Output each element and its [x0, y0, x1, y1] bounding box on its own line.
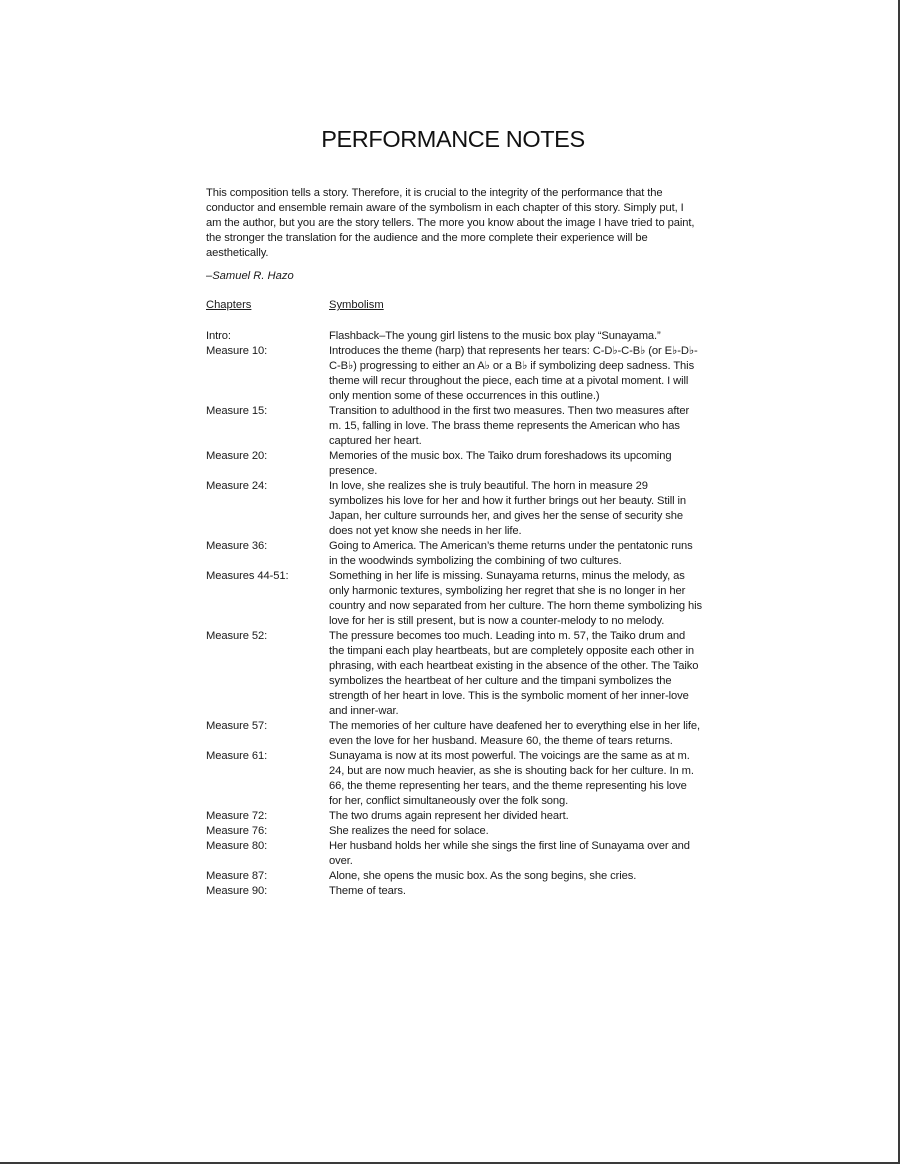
chapter-label: Measure 57:: [206, 720, 268, 732]
chapter-symbolism: The two drums again represent her divided heart.: [329, 810, 569, 822]
chapter-symbolism: Transition to adulthood in the first two measures. Then two measures after m. 15, falling in love. The brass theme represents the American who has captured her heart.: [329, 405, 690, 447]
chapter-label: Measure 52:: [206, 630, 268, 642]
page-title: PERFORMANCE NOTES: [321, 126, 585, 152]
chapter-symbolism: The pressure becomes too much. Leading into m. 57, the Taiko drum and the timpani each play heartbeats, but are completely opposite each other in phrasing, with each heartbeat existing in the absence of the other. The Taiko symbolizes the heartbeat of her culture and the timpani symbolizes the strength of her heart in love. This is the symbolic moment of her inner-love and inner-war.: [329, 630, 699, 717]
chapter-row: [206, 344, 702, 404]
chapter-label: Measure 76:: [206, 825, 268, 837]
chapter-label: Measure 80:: [206, 840, 268, 852]
chapter-list: [206, 329, 702, 899]
chapter-symbolism: In love, she realizes she is truly beautiful. The horn in measure 29 symbolizes his love for her and how it further brings out her beauty. Still in Japan, her culture surrounds her, and gives her the sense of security she does not yet know she needs in her life.: [329, 480, 687, 537]
chapter-symbolism: She realizes the need for solace.: [329, 825, 489, 837]
chapter-label: Measure 20:: [206, 450, 268, 462]
chapter-label: Measure 10:: [206, 345, 268, 357]
chapter-row: [206, 404, 702, 449]
chapter-symbolism: Memories of the music box. The Taiko drum foreshadows its upcoming presence.: [329, 450, 672, 477]
chapter-symbolism: Introduces the theme (harp) that represents her tears: C-D♭-C-B♭ (or E♭-D♭-C-B♭) progressing to either an A♭ or a B♭ if symbolizing deep sadness. This theme will recur throughout the piece, each time at a pivotal moment. I will only mention some of these occurrences in this outline.): [329, 345, 698, 402]
chapter-row: [206, 479, 702, 539]
chapter-row: [206, 629, 702, 719]
symbolism-header: Symbolism: [329, 299, 384, 311]
chapter-row: [206, 824, 702, 839]
chapter-row: [206, 449, 702, 479]
chapter-row: [206, 539, 702, 569]
author-signature: –Samuel R. Hazo: [206, 270, 294, 282]
chapter-label: Measure 90:: [206, 885, 268, 897]
chapter-label: Measure 72:: [206, 810, 268, 822]
chapter-label: Measure 15:: [206, 405, 268, 417]
chapter-label: Measures 44-51:: [206, 570, 289, 582]
chapter-label: Intro:: [206, 330, 231, 342]
chapter-symbolism: Something in her life is missing. Sunayama returns, minus the melody, as only harmonic textures, symbolizing her regret that she is no longer in her country and now separated from her culture. The horn theme symbolizing his love for her is still present, but is now a counter-melody to no melody.: [329, 570, 702, 627]
chapter-row: [206, 884, 702, 899]
chapter-row: [206, 569, 702, 629]
chapter-row: [206, 719, 702, 749]
chapter-symbolism: Sunayama is now at its most powerful. The voicings are the same as at m. 24, but are now much heavier, as she is shouting back for her culture. In m. 66, the theme representing her tears, and the theme representing his love for her, conflict simultaneously over the folk song.: [329, 750, 694, 807]
chapter-row: [206, 809, 702, 824]
chapter-label: Measure 36:: [206, 540, 268, 552]
chapter-symbolism: Her husband holds her while she sings the first line of Sunayama over and over.: [329, 840, 690, 867]
chapter-symbolism: Theme of tears.: [329, 885, 406, 897]
chapter-symbolism: Alone, she opens the music box. As the song begins, she cries.: [329, 870, 637, 882]
intro-paragraph: This composition tells a story. Therefore, it is crucial to the integrity of the performance that the conductor and ensemble remain aware of the symbolism in each chapter of this story. Simply put, I am the author, but you are the story tellers. The more you know about the image I have tried to paint, the stronger the translation for the audience and the more complete their experience will be aesthetically.: [206, 187, 695, 259]
chapter-symbolism: The memories of her culture have deafened her to everything else in her life, even the love for her husband. Measure 60, the theme of tears returns.: [329, 720, 701, 747]
chapter-row: [206, 329, 702, 344]
chapter-label: Measure 24:: [206, 480, 268, 492]
chapter-label: Measure 87:: [206, 870, 268, 882]
chapter-row: [206, 839, 702, 869]
chapter-row: [206, 749, 702, 809]
chapter-symbolism: Flashback–The young girl listens to the music box play “Sunayama.”: [329, 330, 661, 342]
chapters-header: Chapters: [206, 299, 252, 311]
chapter-row: [206, 869, 702, 884]
chapter-label: Measure 61:: [206, 750, 268, 762]
chapter-symbolism: Going to America. The American’s theme returns under the pentatonic runs in the woodwinds symbolizing the combining of two cultures.: [329, 540, 693, 567]
